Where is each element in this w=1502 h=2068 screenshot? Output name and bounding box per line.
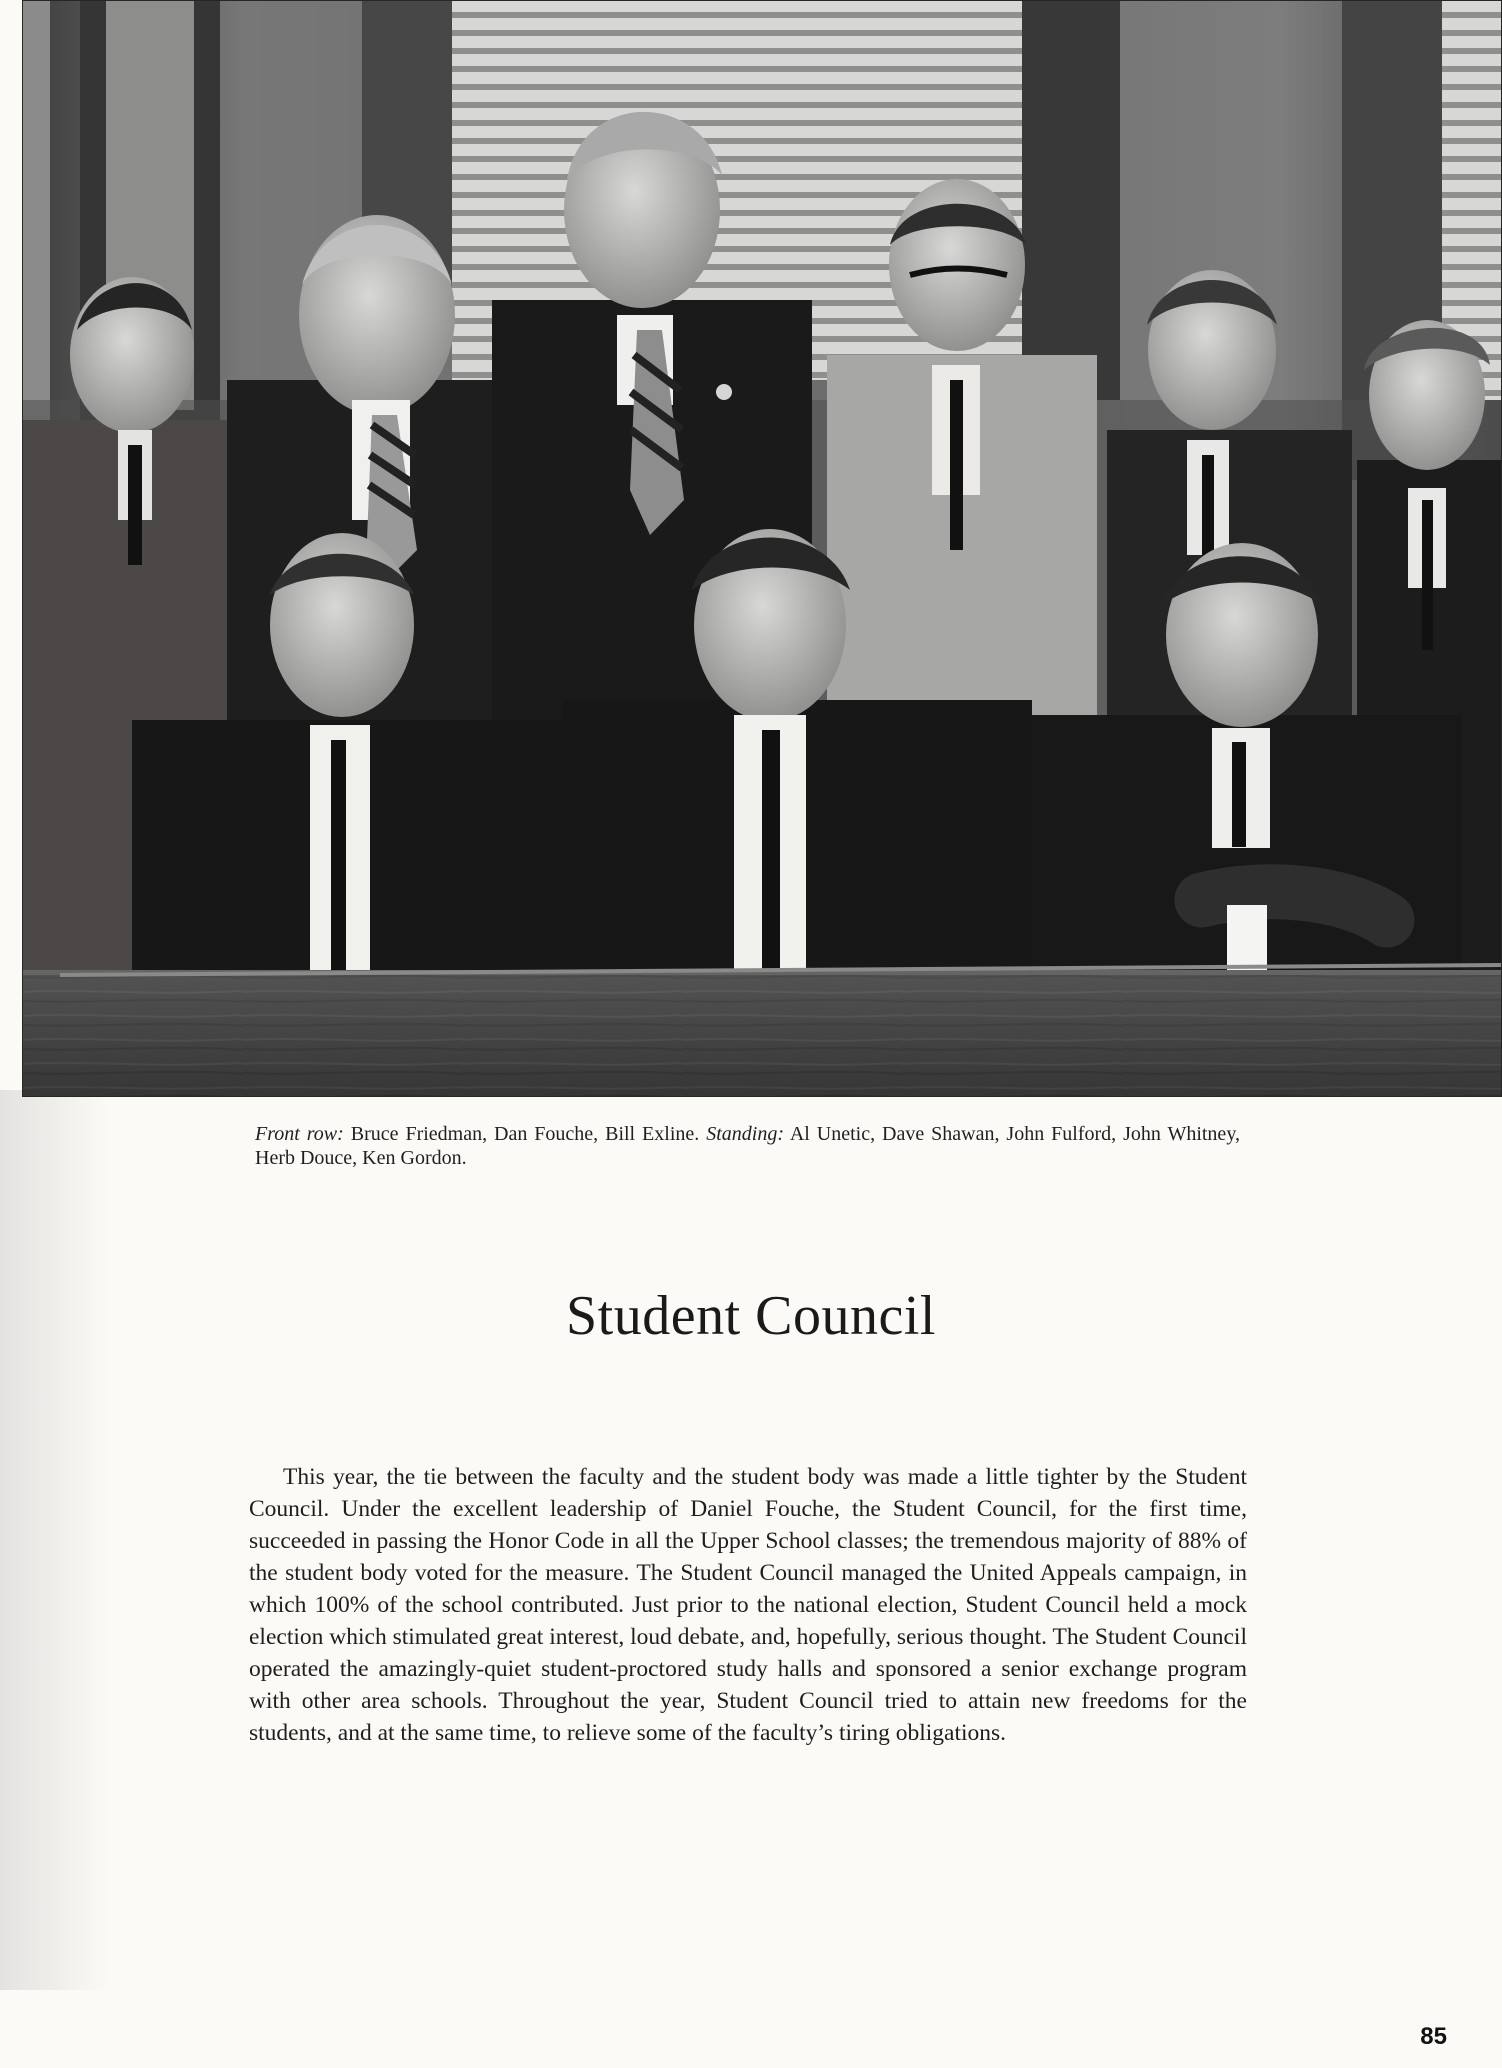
caption-standing-names: Al Unetic, Dave Shawan, John Fulford, John Whitney, Herb Douce, Ken Gordon. xyxy=(255,1123,1241,1169)
article-paragraph: This year, the tie between the faculty and the student body was made a little tighter by the Student Council. Under the excellent leadership of Daniel Fouche, the Student Council, for the first time, succeeded in passing the Honor Code in all the Upper School classes; the tremendous majority of 88% of the student body voted for the measure. The Student Council managed the United Appeals campaign, in which 100% of the school contributed. Just prior to the national election, Student Council held a mock election which stimulated great interest, loud debate, and, hopefully, serious thought. The Student Council operated the amazingly-quiet student-proctored study halls and sponsored a senior exchange program with other area schools. Throughout the year, Student Council tried to attain new freedoms for the students, and at the same time, to relieve some of the faculty’s tiring obligations. xyxy=(249,1464,1247,1746)
group-photo xyxy=(22,0,1502,1097)
caption-front-row-label: Front row: xyxy=(255,1123,344,1145)
page-edge-shadow xyxy=(0,1090,110,1990)
article-title: Student Council xyxy=(566,1285,936,1347)
article-body xyxy=(249,1461,1247,1749)
photo-caption xyxy=(255,1122,1240,1170)
page-number: 85 xyxy=(1420,2023,1447,2050)
caption-front-row-names: Bruce Friedman, Dan Fouche, Bill Exline. xyxy=(350,1123,700,1145)
caption-standing-label: Standing: xyxy=(706,1123,784,1145)
